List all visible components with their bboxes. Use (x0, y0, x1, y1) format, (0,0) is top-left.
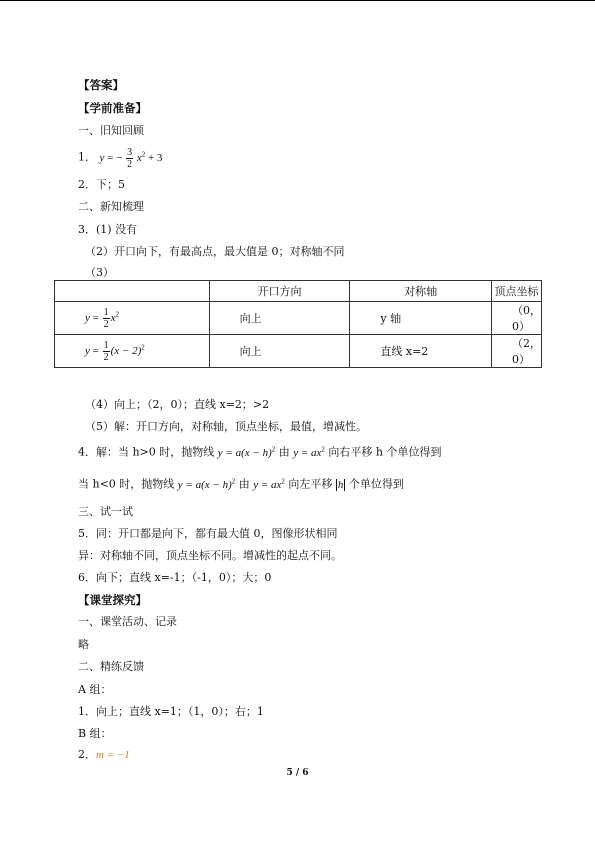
table-cell-axis: y 轴 (350, 302, 492, 335)
q1-number: 1． (78, 150, 96, 164)
table-cell-equation: y = $\frac{1}{2}$ $(x - 2)^2$ (55, 335, 210, 368)
q4-base-equation: $y = ax^2$ (253, 477, 285, 491)
table-header-row (55, 281, 542, 302)
table-row (55, 302, 542, 335)
q3-part3-label: （3） (85, 266, 114, 279)
table-row (55, 335, 542, 368)
q1-equation: y = − $\frac{3}{2}$ $x^2 + 3$ (99, 146, 163, 170)
q3-part4: （4）向上；（2，0）；直线 x=2；>2 (85, 398, 270, 411)
header-rule (0, 0, 595, 1)
section-review: 一、旧知回顾 (78, 124, 144, 137)
b2-answer-equation: m = −1 (96, 749, 130, 761)
table-cell-equation: y = $\frac{1}{2}$ $x^2$ (55, 302, 210, 335)
q4-base-equation: $y = ax^2$ (293, 445, 325, 459)
class-activity-value: 略 (78, 638, 89, 651)
class-activity-title: 一、课堂活动、记录 (78, 615, 177, 628)
table-header-cell: 开口方向 (209, 281, 350, 302)
q3-part5: （5）解：开口方向，对称轴，顶点坐标，最值，增减性。 (85, 420, 367, 433)
group-a-label: A 组： (78, 683, 112, 696)
q4-line-1: 4．解：当 h>0 时，抛物线 $y = a(x - h)^2$ 由 $y = ax^2$ 向右平移 h 个单位得到 (78, 445, 442, 459)
answer-heading: 【答案】 (78, 78, 124, 92)
q1-line (78, 142, 162, 170)
section-new-knowledge: 二、新知梳理 (78, 200, 144, 213)
q3-part1: 3．(1) 没有 (78, 223, 138, 236)
q5-similarities: 5．同：开口都是向下，都有最大值 0，图像形状相同 (78, 527, 338, 540)
table-cell-direction: 向上 (209, 302, 350, 335)
q5-differences: 异：对称轴不同，顶点坐标不同。增减性的起点不同。 (78, 549, 342, 562)
class-explore-heading: 【课堂探究】 (78, 593, 147, 607)
q4-line-2: 当 h<0 时，抛物线 $y = a(x - h)^2$ 由 $y = ax^2$ 向左平移 h 个单位得到 (78, 477, 404, 491)
table-cell-vertex: （2，0） (492, 335, 542, 368)
q2-answer: 2．下；5 (78, 178, 125, 191)
table-cell-direction: 向上 (209, 335, 350, 368)
table-header-cell (55, 281, 210, 302)
page-number: 5 / 6 (286, 768, 309, 778)
abs-value-h: h (337, 478, 344, 491)
section-try: 三、试一试 (78, 505, 133, 518)
q4-vertex-form-equation: $y = a(x - h)^2$ (177, 477, 236, 491)
parabola-comparison-table (54, 280, 542, 368)
group-b-label: B 组： (78, 727, 112, 740)
group-a-q1: 1．向上；直线 x=1；（1，0）；右；1 (78, 705, 264, 718)
table-header-cell: 对称轴 (350, 281, 492, 302)
table-cell-vertex: （0，0） (492, 302, 542, 335)
table-header-cell: 顶点坐标 (492, 281, 542, 302)
q4-vertex-form-equation: $y = a(x - h)^2$ (217, 445, 276, 459)
practice-feedback-title: 二、精练反馈 (78, 660, 144, 673)
group-b-q2: 2．m = −1 (78, 748, 130, 761)
q3-part2: （2）开口向下，有最高点，最大值是 0；对称轴不同 (85, 245, 345, 258)
table-cell-axis: 直线 x=2 (350, 335, 492, 368)
q6-answer: 6．向下；直线 x=-1；（-1，0）；大；0 (78, 571, 272, 584)
pre-study-heading: 【学前准备】 (78, 101, 147, 115)
